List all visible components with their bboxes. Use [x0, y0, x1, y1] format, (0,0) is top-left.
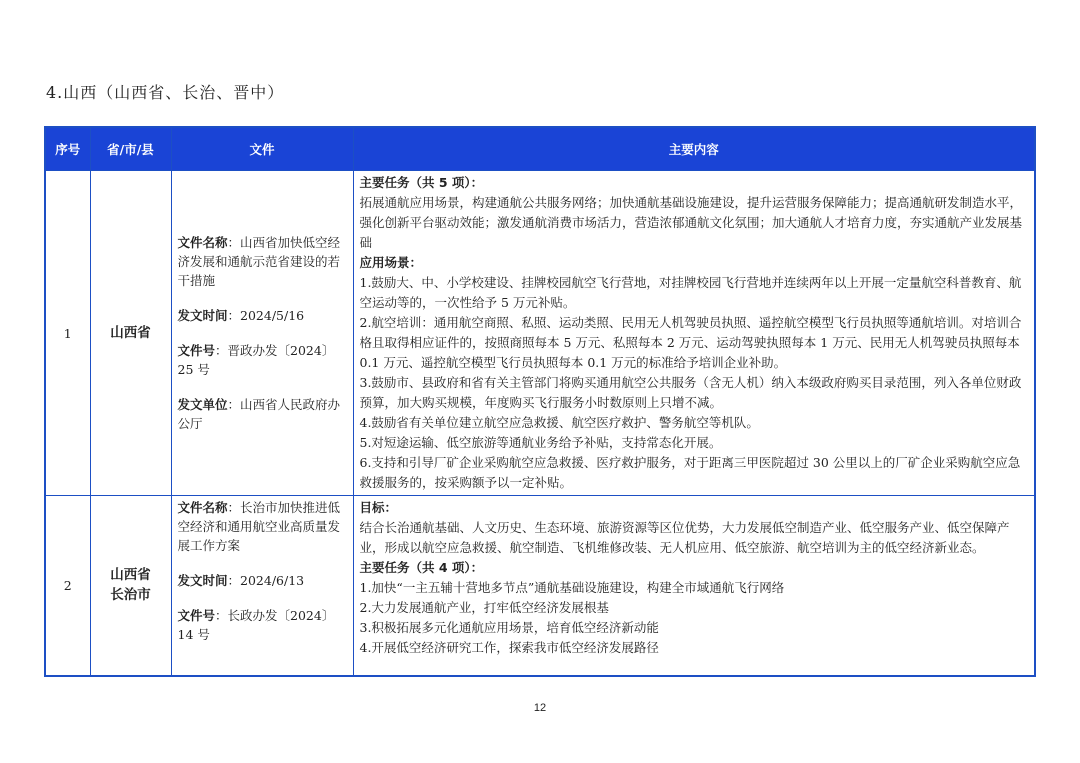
doc-name: 文件名称：山西省加快低空经济发展和通航示范省建设的若干措施 — [177, 235, 341, 288]
content-heading: 主要任务（共 4 项）： — [359, 560, 484, 575]
policy-table — [44, 126, 1036, 677]
content-line: 4.开展低空经济研究工作，探索我市低空经济发展路径 — [359, 640, 659, 655]
content-heading: 主要任务（共 5 项）： — [359, 175, 484, 190]
doc-name: 文件名称：长治市加快推进低空经济和通用航空业高质量发展工作方案 — [177, 500, 341, 553]
content-line: 1.加快“一主五辅十营地多节点”通航基础设施建设，构建全市域通航飞行网络 — [359, 580, 785, 595]
section-title: 4.山西（山西省、长治、晋中） — [46, 83, 285, 102]
content-cell — [353, 171, 1035, 496]
content-heading: 目标： — [359, 500, 398, 515]
header-no: 序号 — [45, 127, 90, 171]
content-line: 4.鼓励省有关单位建立航空应急救援、航空医疗救护、警务航空等机队。 — [359, 415, 759, 430]
page-number: 12 — [533, 702, 547, 714]
doc-number: 文件号：长政办发〔2024〕14 号 — [177, 608, 335, 642]
content-line: 2.航空培训：通用航空商照、私照、运动类照、民用无人机驾驶员执照、遥控航空模型飞行员执照等通航培训。对培训合格且取得相应证件的，按照商照每本 5 万元、私照每本 2 万元、运动驾驶执照每本 1 万元、民用无人机驾驶员执照每本 0.1 万元、遥控航空模型飞行员执照每本 0.1 万元的标准给予培训企业补助。 — [359, 315, 1022, 370]
header-region: 省/市/县 — [90, 127, 171, 171]
content-line: 3.鼓励市、县政府和省有关主管部门将购买通用航空公共服务（含无人机）纳入本级政府购买目录范围，列入各单位财政预算，加大购买规模，年度购买飞行服务小时数原则上只增不减。 — [359, 375, 1022, 410]
doc-number: 文件号：晋政办发〔2024〕25 号 — [177, 343, 335, 377]
row-region: 山西省 — [90, 171, 171, 496]
header-doc: 文件 — [171, 127, 353, 171]
content-line: 拓展通航应用场景，构建通航公共服务网络；加快通航基础设施建设，提升运营服务保障能力；提高通航研发制造水平，强化创新平台驱动效能；激发通航消费市场活力，营造浓郁通航文化氛围；加大通航人才培育力度，夯实通航产业发展基础 — [359, 195, 1023, 250]
doc-date: 发文时间：2024/5/16 — [177, 308, 305, 323]
content-line: 3.积极拓展多元化通航应用场景，培育低空经济新动能 — [359, 620, 659, 635]
content-line: 2.大力发展通航产业，打牢低空经济发展根基 — [359, 600, 609, 615]
table-row — [45, 496, 1035, 676]
row-number: 1 — [45, 171, 90, 496]
content-heading: 应用场景： — [359, 255, 423, 270]
header-content: 主要内容 — [353, 127, 1035, 171]
table-header-row — [45, 127, 1035, 171]
doc-cell — [171, 171, 353, 496]
doc-unit: 发文单位：山西省人民政府办公厅 — [177, 397, 341, 431]
content-line: 5.对短途运输、低空旅游等通航业务给予补贴，支持常态化开展。 — [359, 435, 722, 450]
content-line: 6.支持和引导厂矿企业采购航空应急救援、医疗救护服务，对于距离三甲医院超过 30 公里以上的厂矿企业采购航空应急救援服务的，按采购额予以一定补贴。 — [359, 455, 1021, 490]
row-number: 2 — [45, 496, 90, 676]
content-cell — [353, 496, 1035, 676]
content-line: 1.鼓励大、中、小学校建设、挂牌校园航空飞行营地，对挂牌校园飞行营地并连续两年以上开展一定量航空科普教育、航空运动等的，一次性给予 5 万元补贴。 — [359, 275, 1022, 310]
row-region: 山西省 长治市 — [90, 496, 171, 676]
doc-cell — [171, 496, 353, 676]
doc-date: 发文时间：2024/6/13 — [177, 573, 305, 588]
table-row — [45, 171, 1035, 496]
content-line: 结合长治通航基础、人文历史、生态环境、旅游资源等区位优势，大力发展低空制造产业、低空服务产业、低空保障产业，形成以航空应急救援、航空制造、飞机维修改装、无人机应用、低空旅游、航空培训为主的低空经济新业态。 — [359, 520, 1010, 555]
